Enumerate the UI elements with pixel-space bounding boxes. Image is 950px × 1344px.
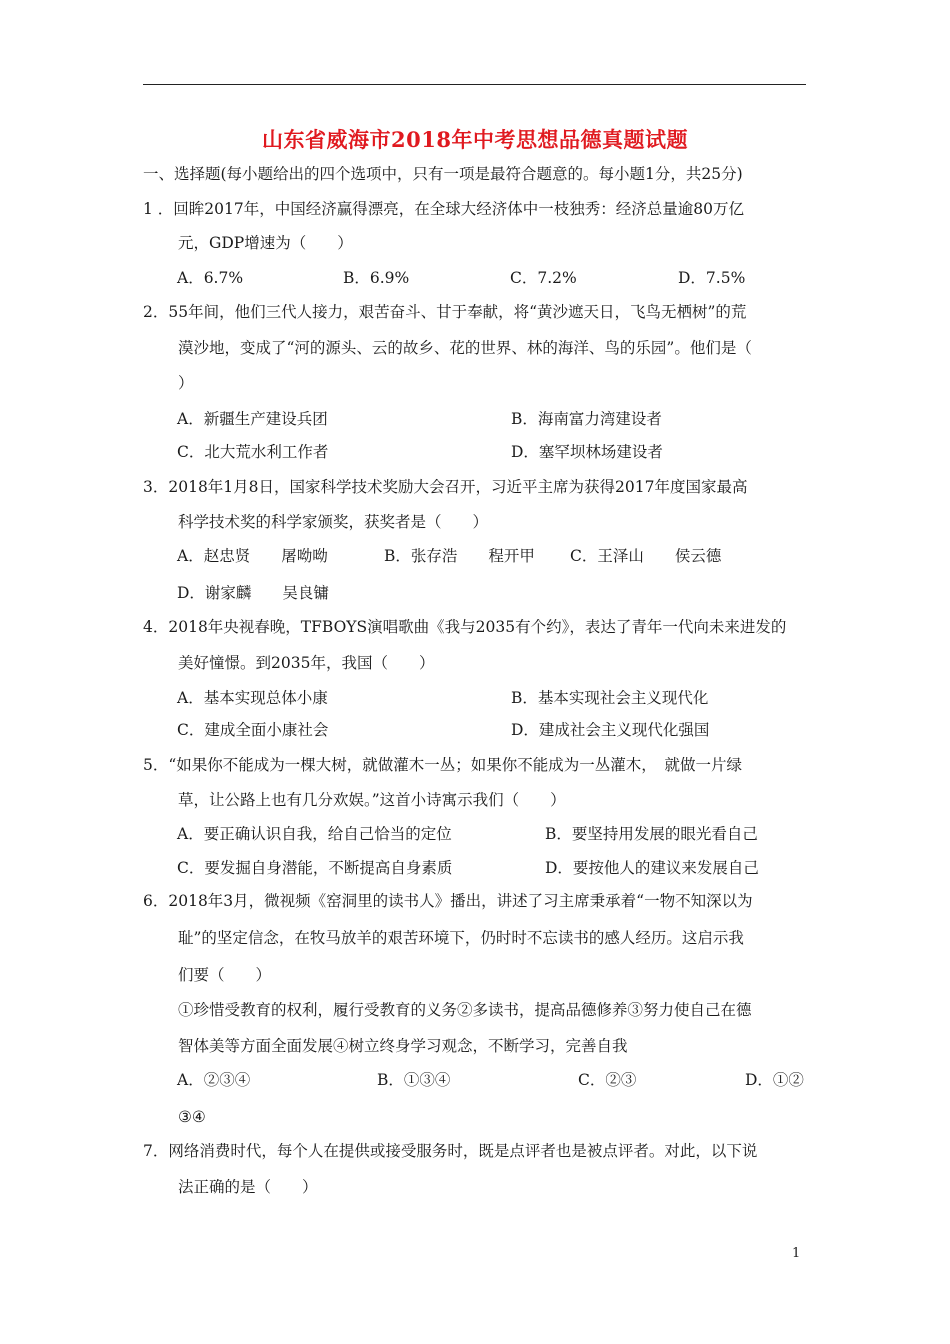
q5-stem: 5．“如果你不能成为一棵大树，就做灌木一丛；如果你不能成为一丛灌木， 就做一片绿 [143,756,743,774]
q2-stem-cont: 漠沙地，变成了“河的源头、云的故乡、花的世界、林的海洋、鸟的乐园”。他们是（ [178,339,752,357]
q3-option-c: C．王泽山 侯云德 [570,547,722,565]
q4-stem: 4．2018年央视春晚，TFBOYS演唱歌曲《我与2035有个约》，表达了青年一代向未来进发的 [143,618,787,636]
q1-option-a: A．6.7% [177,269,244,287]
q4-stem-cont: 美好憧憬。到2035年，我国（ ） [178,654,435,672]
q2-option-a: A．新疆生产建设兵团 [177,410,328,428]
q3-stem: 3．2018年1月8日，国家科学技术奖励大会召开，习近平主席为获得2017年度国家最高 [143,478,748,496]
q5-option-a: A．要正确认识自我，给自己恰当的定位 [177,825,452,843]
q3-option-b: B．张存浩 程开甲 [384,547,535,565]
q1-stem-cont: 元，GDP增速为（ ） [178,234,353,252]
q6-stem-cont2: 们要（ ） [178,966,272,984]
q6-option-d-cont: ③④ [178,1108,206,1126]
section-heading: 一、选择题(每小题给出的四个选项中，只有一项是最符合题意的。每小题1分，共25分) [143,165,743,183]
q2-option-d: D．塞罕坝林场建设者 [511,443,663,461]
q2-option-b: B．海南富力湾建设者 [511,410,662,428]
q6-statements-cont: 智体美等方面全面发展④树立终身学习观念，不断学习，完善自我 [178,1037,628,1055]
q7-stem: 7．网络消费时代，每个人在提供或接受服务时，既是点评者也是被点评者。对此，以下说 [143,1142,758,1160]
q6-stem: 6．2018年3月，微视频《窑洞里的读书人》播出，讲述了习主席秉承着“一物不知深以为 [143,892,753,910]
q6-stem-cont: 耻”的坚定信念，在牧马放羊的艰苦环境下，仍时时不忘读书的感人经历。这启示我 [178,929,744,947]
page-title: 山东省威海市2018年中考思想品德真题试题 [262,127,688,152]
q4-option-c: C．建成全面小康社会 [177,721,329,739]
q6-statements: ①珍惜受教育的权利，履行受教育的义务②多读书，提高品德修养③努力使自己在德 [178,1001,752,1019]
q5-option-d: D．要按他人的建议来发展自己 [545,859,759,877]
q4-option-a: A．基本实现总体小康 [177,689,328,707]
q3-option-d: D．谢家麟 吴良镛 [177,584,329,602]
q1-option-c: C．7.2% [510,269,577,287]
q2-option-c: C．北大荒水利工作者 [177,443,329,461]
q2-stem: 2．55年间，他们三代人接力，艰苦奋斗、甘于奉献，将“黄沙遮天日，飞鸟无栖树”的荒 [143,303,747,321]
q6-option-d: D．①② [745,1071,804,1089]
q3-option-a: A．赵忠贤 屠呦呦 [177,547,328,565]
q1-option-b: B．6.9% [343,269,410,287]
page-number: 1 [792,1246,801,1261]
q3-stem-cont: 科学技术奖的科学家颁奖，获奖者是（ ） [178,513,489,531]
q4-option-d: D．建成社会主义现代化强国 [511,721,710,739]
q2-stem-cont2: ） [178,374,194,392]
q6-option-b: B．①③④ [377,1071,451,1089]
header-rule [143,84,806,85]
q5-stem-cont: 草，让公路上也有几分欢娱。”这首小诗寓示我们（ ） [178,791,566,809]
q7-stem-cont: 法正确的是（ ） [178,1178,318,1196]
q5-option-c: C．要发掘自身潜能，不断提高自身素质 [177,859,453,877]
q1-stem: 1 ．回眸2017年，中国经济赢得漂亮，在全球大经济体中一枝独秀：经济总量逾80万亿 [143,200,744,218]
q1-option-d: D．7.5% [678,269,746,287]
q5-option-b: B．要坚持用发展的眼光看自己 [545,825,758,843]
q4-option-b: B．基本实现社会主义现代化 [511,689,709,707]
q6-option-c: C．②③ [578,1071,637,1089]
q6-option-a: A．②③④ [177,1071,251,1089]
